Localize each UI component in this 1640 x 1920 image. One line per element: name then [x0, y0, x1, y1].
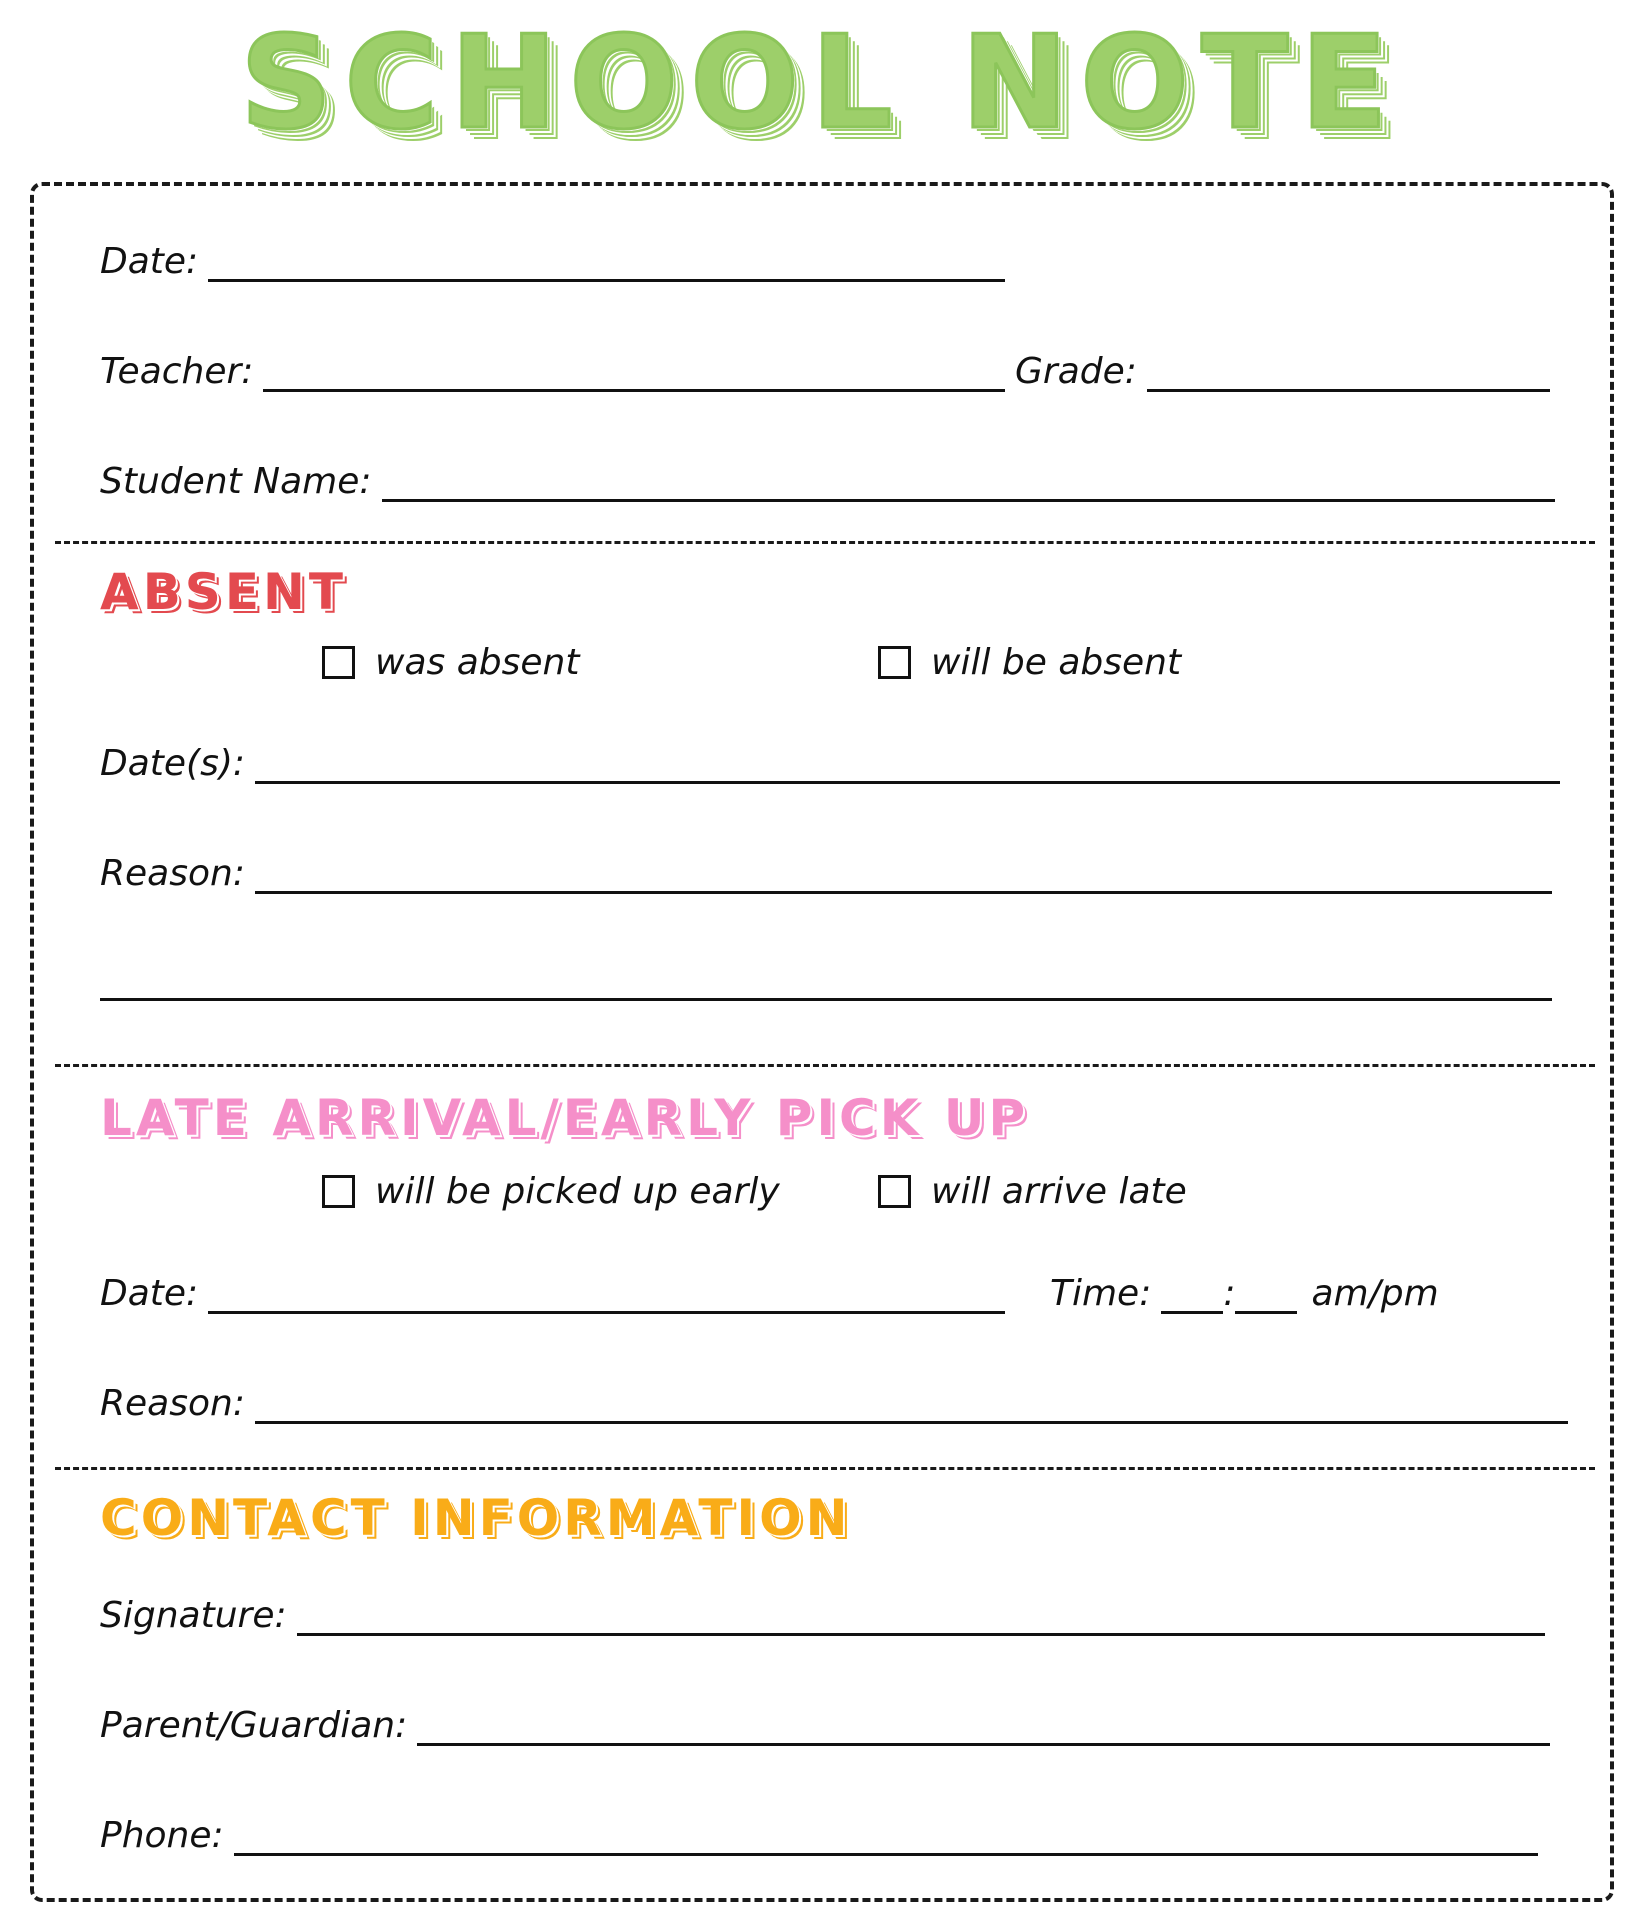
phone-field[interactable]	[100, 1814, 1538, 1858]
was-absent-label: was absent	[375, 642, 580, 683]
guardian-field[interactable]	[100, 1704, 1550, 1748]
section-divider	[55, 1467, 1595, 1470]
signature-line[interactable]	[297, 1597, 1545, 1636]
page-title: SCHOOL NOTE	[240, 9, 1400, 158]
arrive-late-checkbox[interactable]	[878, 1175, 911, 1208]
teacher-field[interactable]	[100, 350, 1005, 394]
absent-dates-field[interactable]	[100, 742, 1560, 786]
guardian-line[interactable]	[417, 1707, 1550, 1746]
time-hours-line[interactable]	[1161, 1275, 1223, 1314]
date-field[interactable]	[100, 240, 1005, 284]
picked-up-early-label: will be picked up early	[375, 1171, 780, 1212]
ampm-label: am/pm	[1311, 1273, 1439, 1314]
grade-field[interactable]	[1015, 350, 1550, 394]
late-reason-field[interactable]	[100, 1382, 1568, 1426]
was-absent-checkbox[interactable]	[322, 646, 355, 679]
time-minutes-line[interactable]	[1235, 1275, 1297, 1314]
arrive-late-label: will arrive late	[931, 1171, 1187, 1212]
note-card	[30, 182, 1614, 1902]
late-date-label: Date:	[100, 1273, 199, 1314]
late-reason-line[interactable]	[255, 1385, 1568, 1424]
time-field[interactable]	[1050, 1272, 1439, 1316]
arrive-late-option[interactable]	[878, 1171, 1187, 1212]
signature-label: Signature:	[100, 1595, 287, 1636]
section-divider	[55, 1064, 1595, 1067]
will-be-absent-label: will be absent	[931, 642, 1182, 683]
picked-up-early-checkbox[interactable]	[322, 1175, 355, 1208]
grade-label: Grade:	[1015, 351, 1137, 392]
absent-dates-label: Date(s):	[100, 743, 246, 784]
time-separator: :	[1223, 1273, 1236, 1314]
late-heading: LATE ARRIVAL/EARLY PICK UP	[100, 1089, 1030, 1147]
absent-reason-field[interactable]	[100, 852, 1552, 896]
was-absent-option[interactable]	[322, 642, 579, 683]
phone-line[interactable]	[234, 1817, 1538, 1856]
absent-reason-extra-line[interactable]	[100, 962, 1552, 1001]
guardian-label: Parent/Guardian:	[100, 1705, 408, 1746]
phone-label: Phone:	[100, 1815, 224, 1856]
teacher-line[interactable]	[263, 353, 1005, 392]
late-reason-label: Reason:	[100, 1383, 245, 1424]
absent-heading: ABSENT	[100, 563, 347, 621]
will-be-absent-option[interactable]	[878, 642, 1181, 683]
grade-line[interactable]	[1147, 353, 1550, 392]
student-name-field[interactable]	[100, 460, 1555, 504]
absent-dates-line[interactable]	[255, 745, 1560, 784]
section-divider	[55, 541, 1595, 544]
picked-up-early-option[interactable]	[322, 1171, 780, 1212]
absent-reason-line[interactable]	[255, 855, 1552, 894]
date-label: Date:	[100, 241, 199, 282]
late-date-field[interactable]	[100, 1272, 1005, 1316]
absent-reason-extra-field[interactable]	[100, 962, 1552, 1003]
time-label: Time:	[1050, 1273, 1152, 1314]
absent-reason-label: Reason:	[100, 853, 245, 894]
contact-heading: CONTACT INFORMATION	[100, 1489, 852, 1547]
late-date-line[interactable]	[208, 1275, 1005, 1314]
date-line[interactable]	[208, 243, 1005, 282]
teacher-label: Teacher:	[100, 351, 254, 392]
student-name-label: Student Name:	[100, 461, 372, 502]
will-be-absent-checkbox[interactable]	[878, 646, 911, 679]
signature-field[interactable]	[100, 1594, 1545, 1638]
student-name-line[interactable]	[382, 463, 1556, 502]
page-header	[0, 0, 1640, 170]
